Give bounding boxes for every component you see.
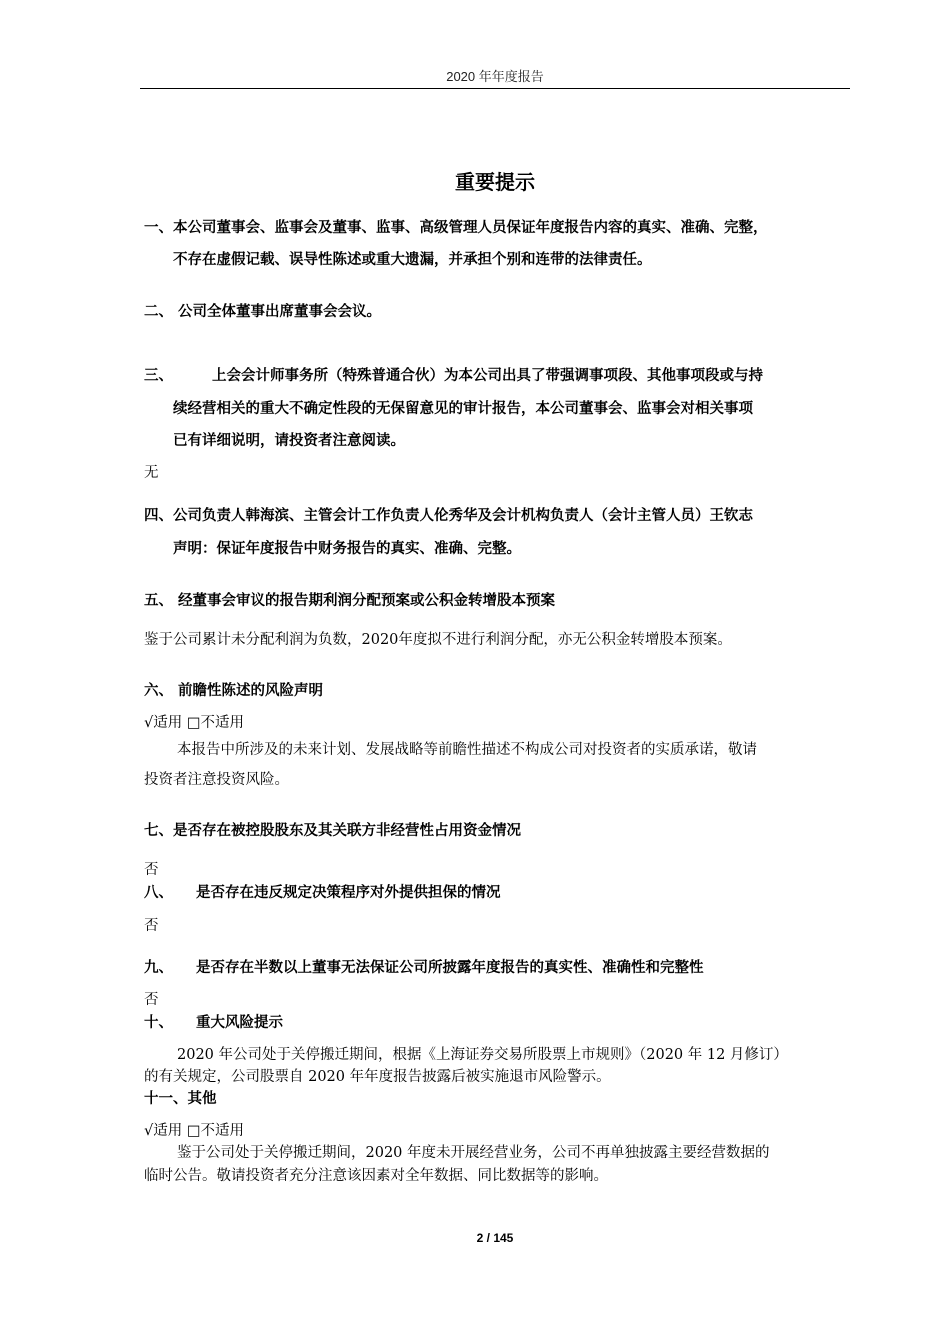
s4-line2: 声明：保证年度报告中财务报告的真实、准确、完整。 — [173, 541, 521, 557]
s9-answer: 否 — [144, 992, 159, 1008]
s5-body: 鉴于公司累计未分配利润为负数，2020年度拟不进行利润分配，亦无公积金转增股本预案。 — [144, 632, 732, 648]
s7-answer: 否 — [144, 862, 159, 878]
s11-heading: 十一、其他 — [144, 1091, 217, 1107]
s9-number: 九、 — [144, 960, 173, 976]
s3-number: 三、 — [144, 368, 173, 384]
s6-body2: 投资者注意投资风险。 — [144, 772, 289, 788]
s1-line1: 一、本公司董事会、监事会及董事、监事、高级管理人员保证年度报告内容的真实、准确、完整， — [144, 220, 768, 236]
s11-body2: 临时公告。敬请投资者充分注意该因素对全年数据、同比数据等的影响。 — [144, 1168, 608, 1184]
s10-body2: 的有关规定，公司股票自 2020 年年度报告披露后被实施退市风险警示。 — [144, 1069, 611, 1085]
s3-line1: 上会会计师事务所（特殊普通合伙）为本公司出具了带强调事项段、其他事项段或与持 — [212, 368, 763, 384]
page-title: 重要提示 — [455, 170, 535, 194]
s7-heading: 七、是否存在被控股股东及其关联方非经营性占用资金情况 — [144, 823, 521, 839]
s6-applicable: √适用 □不适用 — [144, 715, 245, 731]
s2-line1: 二、 公司全体董事出席董事会会议。 — [144, 304, 382, 320]
s10-body1: 2020 年公司处于关停搬迁期间，根据《上海证券交易所股票上市规则》（2020 年 12 月修订） — [177, 1047, 788, 1063]
header-divider — [140, 88, 850, 89]
s3-line2: 续经营相关的重大不确定性段的无保留意见的审计报告，本公司董事会、监事会对相关事项 — [173, 401, 753, 417]
s10-heading: 重大风险提示 — [196, 1015, 283, 1031]
s6-body1: 本报告中所涉及的未来计划、发展战略等前瞻性描述不构成公司对投资者的实质承诺，敬请 — [177, 742, 757, 758]
page-header: 2020 年年度报告 — [446, 69, 544, 84]
s4-line1: 四、公司负责人韩海滨、主管会计工作负责人伦秀华及会计机构负责人（会计主管人员）王钦志 — [144, 508, 753, 524]
s11-applicable: √适用 □不适用 — [144, 1123, 245, 1139]
s8-answer: 否 — [144, 918, 159, 934]
s8-number: 八、 — [144, 885, 173, 901]
s5-heading: 五、 经董事会审议的报告期利润分配预案或公积金转增股本预案 — [144, 593, 556, 609]
s11-body1: 鉴于公司处于关停搬迁期间，2020 年度未开展经营业务，公司不再单独披露主要经营数据的 — [177, 1145, 770, 1161]
s3-answer: 无 — [144, 465, 159, 481]
s1-line2: 不存在虚假记载、误导性陈述或重大遗漏，并承担个别和连带的法律责任。 — [173, 252, 652, 268]
s6-heading: 六、 前瞻性陈述的风险声明 — [144, 683, 324, 699]
s10-number: 十、 — [144, 1015, 173, 1031]
s8-heading: 是否存在违反规定决策程序对外提供担保的情况 — [196, 885, 501, 901]
s9-heading: 是否存在半数以上董事无法保证公司所披露年度报告的真实性、准确性和完整性 — [196, 960, 704, 976]
page-number: 2 / 145 — [476, 1231, 514, 1245]
s3-line3: 已有详细说明，请投资者注意阅读。 — [173, 433, 405, 449]
